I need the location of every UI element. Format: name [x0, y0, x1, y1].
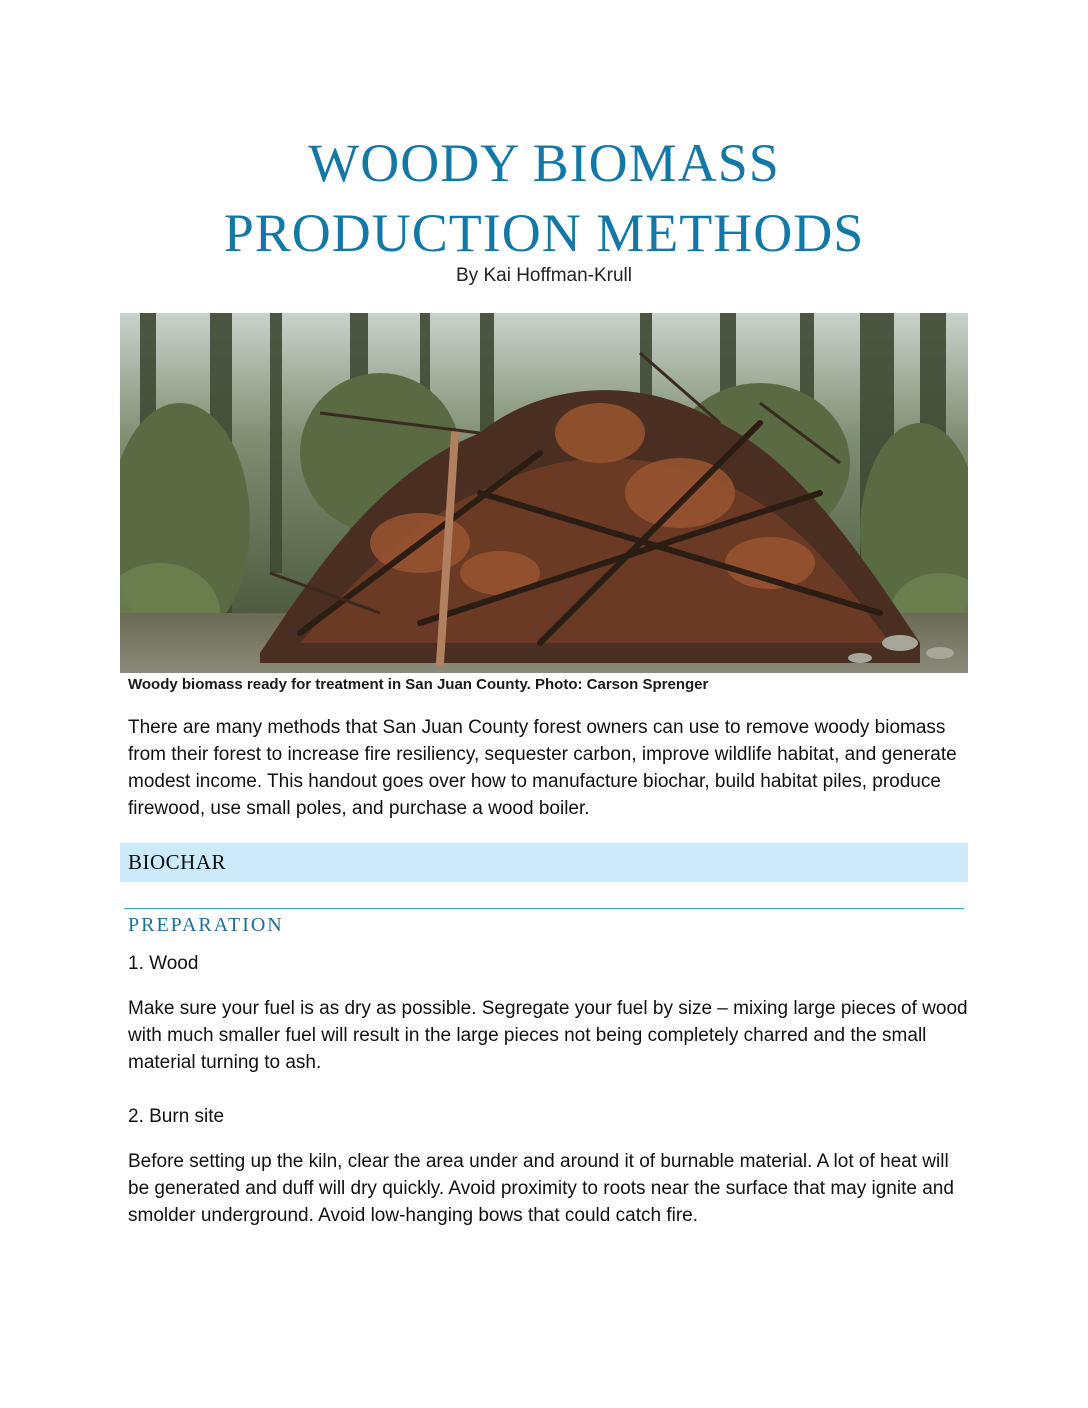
page-title	[0, 128, 1088, 268]
item-heading-burn-site: 2. Burn site	[128, 1106, 225, 1127]
author-byline: By Kai Hoffman-Krull	[456, 265, 632, 286]
intro-paragraph: There are many methods that San Juan County forest owners can use to remove woody biomass from their forest to increase fire resiliency, sequester carbon, improve wildlife habitat, and generate modest income. This handout goes over how to manufacture biochar, build habitat piles, produce firewood, use small poles, and purchase a wood boiler.	[128, 717, 957, 819]
item-body-burn-site: Before setting up the kiln, clear the area under and around it of burnable material. A lot of heat will be generated and duff will dry quickly. Avoid proximity to roots near the surface that may ignite and smolder underground. Avoid low-hanging bows that could catch fire.	[128, 1151, 954, 1226]
title-line-2: PRODUCTION METHODS	[223, 203, 865, 263]
biomass-pile-photo	[120, 313, 968, 673]
subheading: PREPARATION	[128, 914, 284, 936]
title-line-1: WOODY BIOMASS	[308, 133, 780, 193]
item-heading-wood: 1. Wood	[128, 953, 199, 974]
item-body-wood: Make sure your fuel is as dry as possible. Segregate your fuel by size – mixing large pieces of wood with much smaller fuel will result in the large pieces not being completely charred and the small material turning to ash.	[128, 998, 968, 1073]
section-heading: BIOCHAR	[128, 850, 227, 874]
subheading-rule	[124, 908, 964, 909]
section-heading-bar	[120, 843, 968, 882]
photo-caption: Woody biomass ready for treatment in San Juan County. Photo: Carson Sprenger	[128, 676, 709, 693]
